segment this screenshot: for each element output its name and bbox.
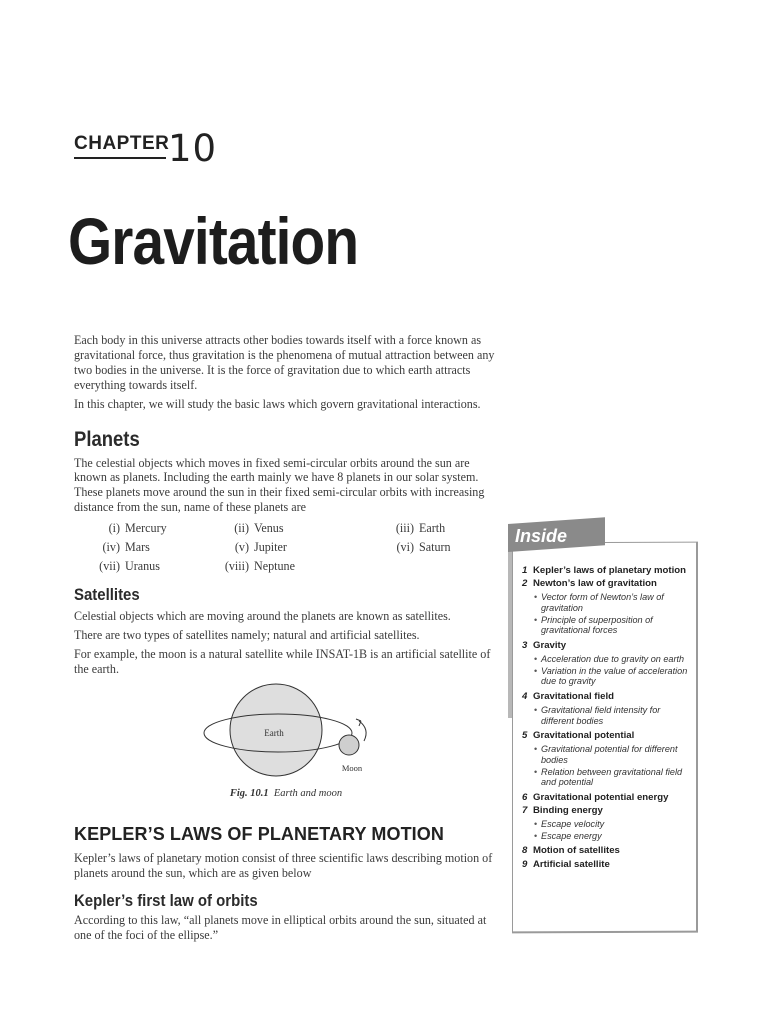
planets-heading: Planets (74, 427, 140, 451)
chapter-underline (74, 157, 166, 159)
bullet-icon: • (534, 592, 538, 603)
inside-item-number: 7 (522, 804, 528, 816)
inside-item-title: Gravitational potential (533, 730, 635, 742)
bullet-icon: • (534, 665, 538, 676)
moon-circle (339, 735, 359, 755)
earth-moon-figure (74, 683, 498, 801)
satellites-paragraph-3: For example, the moon is a natural satellite while INSAT-1B is an artificial satellite of the earth. (74, 646, 491, 676)
inside-item-title: Artificial satellite (533, 858, 610, 870)
list-item: (vi) Saturn (396, 540, 451, 555)
inside-subitem (522, 705, 692, 726)
list-item: (i) Mercury (108, 521, 167, 536)
inside-contents-list (522, 565, 692, 872)
inside-item (522, 845, 692, 857)
earth-moon-diagram (74, 683, 498, 781)
inside-item-title: Kepler’s laws of planetary motion (533, 565, 687, 576)
intro-paragraph-1: Each body in this universe attracts other bodies towards itself with a force known as gravitational force, thus gravitation is the phenomena of mutual attraction between any two bodies in the universe. It is the force of gravitation due to which earth attracts everything towards itself. (74, 333, 495, 392)
planets-list (74, 519, 498, 576)
inside-subitem-text: Escape velocity (541, 819, 605, 830)
inside-subitems (522, 654, 692, 687)
inside-subitem (522, 615, 692, 636)
inside-subitem (522, 819, 692, 830)
inside-item (522, 691, 692, 703)
inside-subitem (522, 767, 692, 788)
inside-item-number: 5 (522, 730, 528, 742)
list-item: (v) Jupiter (234, 540, 287, 555)
bullet-icon: • (534, 819, 538, 830)
inside-item (522, 578, 692, 590)
bullet-icon: • (534, 830, 538, 841)
inside-item (522, 792, 692, 804)
inside-item (522, 805, 692, 817)
inside-subitem (522, 592, 692, 613)
inside-item-number: 2 (522, 578, 528, 590)
inside-title: Inside (515, 526, 568, 546)
bullet-icon: • (534, 766, 538, 777)
chapter-number: 10 (168, 127, 218, 170)
inside-subitem-text: Gravitational potential for different bodies (541, 744, 678, 765)
list-item: (vii) Uranus (99, 559, 160, 574)
inside-item-number: 4 (522, 690, 528, 702)
inside-item (522, 859, 692, 871)
intro-paragraph-2: In this chapter, we will study the basic laws which govern gravitational interactions. (74, 396, 481, 411)
inside-subitems (522, 592, 692, 635)
main-column (74, 333, 498, 942)
figure-caption (74, 788, 498, 799)
chapter-label: CHAPTER (74, 133, 170, 154)
kepler-paragraph: Kepler’s laws of planetary motion consist of three scientific laws describing motion of planets around the sun, which are as given below (74, 850, 493, 880)
earth-label: Earth (264, 727, 284, 738)
inside-subitem (522, 831, 692, 842)
inside-item-title: Gravitational potential energy (533, 791, 669, 803)
moon-label: Moon (341, 762, 363, 773)
satellites-heading: Satellites (74, 585, 140, 605)
inside-subitems (522, 819, 692, 841)
inside-subitem-text: Acceleration due to gravity on earth (541, 653, 685, 664)
inside-subitem-text: Principle of superposition of gravitational forces (541, 614, 653, 636)
kepler-laws-heading: KEPLER’S LAWS OF PLANETARY MOTION (74, 823, 444, 844)
inside-item-title: Binding energy (533, 804, 603, 816)
inside-subitem-text: Relation between gravitational field and potential (541, 766, 683, 788)
satellites-paragraph-2: There are two types of satellites namely; natural and artificial satellites. (74, 628, 420, 643)
kepler-first-law-paragraph: According to this law, “all planets move in elliptical orbits around the sun, situated at one of the foci of the ellipse.” (74, 912, 487, 942)
arrow-head-icon (356, 719, 361, 726)
inside-subitem (522, 654, 692, 665)
inside-item-title: Newton’s law of gravitation (533, 578, 657, 590)
inside-item-number: 1 (522, 565, 528, 576)
inside-subitem-text: Variation in the value of acceleration due to gravity (541, 665, 688, 687)
inside-subitem-text: Escape energy (541, 830, 602, 841)
inside-item-number: 9 (522, 858, 528, 870)
bullet-icon: • (534, 653, 538, 664)
figure-number: Fig. 10.1 (229, 787, 269, 799)
inside-subitem-text: Vector form of Newton’s law of gravitation (541, 592, 664, 613)
list-item: (viii) Neptune (224, 559, 295, 574)
inside-item-number: 8 (522, 845, 528, 857)
inside-subitem-text: Gravitational field intensity for different bodies (541, 704, 661, 726)
chapter-title: Gravitation (68, 204, 359, 278)
inside-subitems (522, 744, 692, 787)
inside-item-title: Motion of satellites (533, 845, 620, 857)
inside-subitems (522, 705, 692, 726)
inside-item (522, 640, 692, 652)
inside-item-title: Gravity (533, 639, 567, 651)
inside-item-number: 6 (522, 791, 528, 803)
list-item: (iii) Earth (395, 521, 446, 536)
bullet-icon: • (534, 744, 538, 755)
inside-subitem (522, 666, 692, 687)
inside-item-number: 3 (522, 639, 528, 651)
list-item: (ii) Venus (234, 521, 284, 536)
kepler-first-law-heading: Kepler’s first law of orbits (74, 890, 258, 910)
planets-paragraph: The celestial objects which moves in fixed semi-circular orbits around the sun are known as planets. Including the earth mainly we have 8 planets in our solar system. These planets move around the sun in their fixed semi-circular orbits with increasing distance from the sun, name of these planets are (74, 455, 485, 515)
list-item: (iv) Mars (102, 540, 150, 555)
figure-caption-text: Earth and moon (273, 787, 343, 799)
inside-item (522, 565, 692, 577)
inside-item-title: Gravitational field (533, 690, 615, 702)
bullet-icon: • (534, 614, 538, 625)
inside-item (522, 730, 692, 742)
satellites-paragraph-1: Celestial objects which are moving around the planets are known as satellites. (74, 609, 451, 624)
bullet-icon: • (534, 704, 538, 715)
inside-subitem (522, 744, 692, 765)
